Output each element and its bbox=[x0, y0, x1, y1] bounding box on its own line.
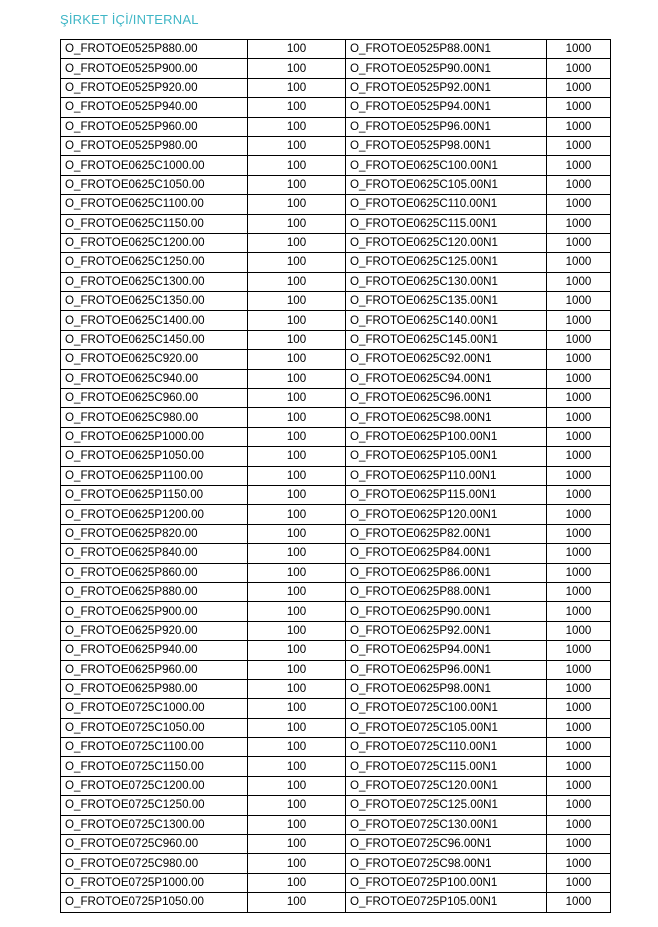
quantity-cell: 100 bbox=[248, 582, 346, 601]
lot-size-cell: 1000 bbox=[547, 427, 611, 446]
lot-size-cell: 1000 bbox=[547, 893, 611, 912]
option-code-n1-cell: O_FROTOE0625P84.00N1 bbox=[346, 544, 547, 563]
lot-size-cell: 1000 bbox=[547, 679, 611, 698]
option-code-cell: O_FROTOE0725C1000.00 bbox=[61, 699, 248, 718]
table-row bbox=[61, 59, 611, 78]
quantity-cell: 100 bbox=[248, 699, 346, 718]
lot-size-cell: 1000 bbox=[547, 699, 611, 718]
lot-size-cell: 1000 bbox=[547, 660, 611, 679]
option-code-n1-cell: O_FROTOE0625P86.00N1 bbox=[346, 563, 547, 582]
lot-size-cell: 1000 bbox=[547, 369, 611, 388]
lot-size-cell: 1000 bbox=[547, 78, 611, 97]
lot-size-cell: 1000 bbox=[547, 466, 611, 485]
quantity-cell: 100 bbox=[248, 117, 346, 136]
quantity-cell: 100 bbox=[248, 738, 346, 757]
quantity-cell: 100 bbox=[248, 776, 346, 795]
option-code-n1-cell: O_FROTOE0625P90.00N1 bbox=[346, 602, 547, 621]
table-row bbox=[61, 757, 611, 776]
lot-size-cell: 1000 bbox=[547, 156, 611, 175]
table-row bbox=[61, 272, 611, 291]
lot-size-cell: 1000 bbox=[547, 563, 611, 582]
option-code-cell: O_FROTOE0625P1150.00 bbox=[61, 485, 248, 504]
table-row bbox=[61, 699, 611, 718]
option-code-cell: O_FROTOE0725C1050.00 bbox=[61, 718, 248, 737]
option-code-cell: O_FROTOE0625C1300.00 bbox=[61, 272, 248, 291]
option-code-n1-cell: O_FROTOE0725C110.00N1 bbox=[346, 738, 547, 757]
option-code-cell: O_FROTOE0525P940.00 bbox=[61, 98, 248, 117]
table-row bbox=[61, 660, 611, 679]
option-code-cell: O_FROTOE0625P1050.00 bbox=[61, 447, 248, 466]
table-row bbox=[61, 253, 611, 272]
option-code-cell: O_FROTOE0625C1200.00 bbox=[61, 233, 248, 252]
table-row bbox=[61, 602, 611, 621]
table-row bbox=[61, 156, 611, 175]
quantity-cell: 100 bbox=[248, 40, 346, 59]
lot-size-cell: 1000 bbox=[547, 59, 611, 78]
quantity-cell: 100 bbox=[248, 175, 346, 194]
quantity-cell: 100 bbox=[248, 621, 346, 640]
option-code-cell: O_FROTOE0525P980.00 bbox=[61, 136, 248, 155]
option-code-n1-cell: O_FROTOE0625P92.00N1 bbox=[346, 621, 547, 640]
option-code-cell: O_FROTOE0725P1000.00 bbox=[61, 873, 248, 892]
option-code-n1-cell: O_FROTOE0725C98.00N1 bbox=[346, 854, 547, 873]
option-code-cell: O_FROTOE0625C1100.00 bbox=[61, 195, 248, 214]
option-code-cell: O_FROTOE0725C1200.00 bbox=[61, 776, 248, 795]
quantity-cell: 100 bbox=[248, 718, 346, 737]
option-code-n1-cell: O_FROTOE0525P96.00N1 bbox=[346, 117, 547, 136]
lot-size-cell: 1000 bbox=[547, 544, 611, 563]
lot-size-cell: 1000 bbox=[547, 292, 611, 311]
table-row bbox=[61, 447, 611, 466]
quantity-cell: 100 bbox=[248, 427, 346, 446]
quantity-cell: 100 bbox=[248, 447, 346, 466]
option-code-cell: O_FROTOE0625C1250.00 bbox=[61, 253, 248, 272]
option-code-cell: O_FROTOE0725C1250.00 bbox=[61, 796, 248, 815]
lot-size-cell: 1000 bbox=[547, 854, 611, 873]
table-row bbox=[61, 873, 611, 892]
option-code-cell: O_FROTOE0625C1450.00 bbox=[61, 330, 248, 349]
lot-size-cell: 1000 bbox=[547, 175, 611, 194]
option-code-cell: O_FROTOE0525P920.00 bbox=[61, 78, 248, 97]
quantity-cell: 100 bbox=[248, 563, 346, 582]
lot-size-cell: 1000 bbox=[547, 641, 611, 660]
option-code-n1-cell: O_FROTOE0725C125.00N1 bbox=[346, 796, 547, 815]
option-code-cell: O_FROTOE0525P960.00 bbox=[61, 117, 248, 136]
lot-size-cell: 1000 bbox=[547, 505, 611, 524]
quantity-cell: 100 bbox=[248, 272, 346, 291]
option-code-n1-cell: O_FROTOE0625C115.00N1 bbox=[346, 214, 547, 233]
lot-size-cell: 1000 bbox=[547, 350, 611, 369]
option-code-cell: O_FROTOE0625C1050.00 bbox=[61, 175, 248, 194]
lot-size-cell: 1000 bbox=[547, 311, 611, 330]
table-row bbox=[61, 738, 611, 757]
option-code-cell: O_FROTOE0525P900.00 bbox=[61, 59, 248, 78]
quantity-cell: 100 bbox=[248, 835, 346, 854]
lot-size-cell: 1000 bbox=[547, 330, 611, 349]
table-row bbox=[61, 485, 611, 504]
data-table bbox=[60, 39, 611, 913]
option-code-n1-cell: O_FROTOE0625C130.00N1 bbox=[346, 272, 547, 291]
quantity-cell: 100 bbox=[248, 544, 346, 563]
option-code-n1-cell: O_FROTOE0625P110.00N1 bbox=[346, 466, 547, 485]
option-code-n1-cell: O_FROTOE0525P94.00N1 bbox=[346, 98, 547, 117]
option-code-n1-cell: O_FROTOE0625P94.00N1 bbox=[346, 641, 547, 660]
quantity-cell: 100 bbox=[248, 214, 346, 233]
lot-size-cell: 1000 bbox=[547, 757, 611, 776]
lot-size-cell: 1000 bbox=[547, 602, 611, 621]
option-code-n1-cell: O_FROTOE0525P88.00N1 bbox=[346, 40, 547, 59]
quantity-cell: 100 bbox=[248, 195, 346, 214]
option-code-n1-cell: O_FROTOE0625P120.00N1 bbox=[346, 505, 547, 524]
option-code-cell: O_FROTOE0625P840.00 bbox=[61, 544, 248, 563]
option-code-cell: O_FROTOE0625C1400.00 bbox=[61, 311, 248, 330]
table-row bbox=[61, 233, 611, 252]
option-code-n1-cell: O_FROTOE0725C120.00N1 bbox=[346, 776, 547, 795]
table-row bbox=[61, 214, 611, 233]
option-code-n1-cell: O_FROTOE0625P98.00N1 bbox=[346, 679, 547, 698]
table-row bbox=[61, 78, 611, 97]
option-code-cell: O_FROTOE0625P820.00 bbox=[61, 524, 248, 543]
lot-size-cell: 1000 bbox=[547, 195, 611, 214]
table-row bbox=[61, 718, 611, 737]
option-code-cell: O_FROTOE0525P880.00 bbox=[61, 40, 248, 59]
table-row bbox=[61, 679, 611, 698]
option-code-n1-cell: O_FROTOE0625C94.00N1 bbox=[346, 369, 547, 388]
quantity-cell: 100 bbox=[248, 233, 346, 252]
option-code-n1-cell: O_FROTOE0625P96.00N1 bbox=[346, 660, 547, 679]
lot-size-cell: 1000 bbox=[547, 718, 611, 737]
lot-size-cell: 1000 bbox=[547, 117, 611, 136]
option-code-cell: O_FROTOE0625C940.00 bbox=[61, 369, 248, 388]
table-row bbox=[61, 389, 611, 408]
option-code-n1-cell: O_FROTOE0625P115.00N1 bbox=[346, 485, 547, 504]
lot-size-cell: 1000 bbox=[547, 214, 611, 233]
lot-size-cell: 1000 bbox=[547, 272, 611, 291]
lot-size-cell: 1000 bbox=[547, 447, 611, 466]
option-code-cell: O_FROTOE0725P1050.00 bbox=[61, 893, 248, 912]
table-row bbox=[61, 330, 611, 349]
table-row bbox=[61, 505, 611, 524]
quantity-cell: 100 bbox=[248, 389, 346, 408]
option-code-cell: O_FROTOE0625P960.00 bbox=[61, 660, 248, 679]
lot-size-cell: 1000 bbox=[547, 738, 611, 757]
table-row bbox=[61, 815, 611, 834]
option-code-n1-cell: O_FROTOE0725C130.00N1 bbox=[346, 815, 547, 834]
option-code-cell: O_FROTOE0625P1200.00 bbox=[61, 505, 248, 524]
option-code-n1-cell: O_FROTOE0625C100.00N1 bbox=[346, 156, 547, 175]
option-code-cell: O_FROTOE0725C1150.00 bbox=[61, 757, 248, 776]
table-row bbox=[61, 524, 611, 543]
table-row bbox=[61, 893, 611, 912]
lot-size-cell: 1000 bbox=[547, 389, 611, 408]
option-code-n1-cell: O_FROTOE0725C96.00N1 bbox=[346, 835, 547, 854]
quantity-cell: 100 bbox=[248, 485, 346, 504]
option-code-cell: O_FROTOE0625C920.00 bbox=[61, 350, 248, 369]
option-code-n1-cell: O_FROTOE0625C98.00N1 bbox=[346, 408, 547, 427]
option-code-n1-cell: O_FROTOE0625C140.00N1 bbox=[346, 311, 547, 330]
option-code-cell: O_FROTOE0625P860.00 bbox=[61, 563, 248, 582]
option-code-n1-cell: O_FROTOE0725C115.00N1 bbox=[346, 757, 547, 776]
option-code-n1-cell: O_FROTOE0525P98.00N1 bbox=[346, 136, 547, 155]
quantity-cell: 100 bbox=[248, 136, 346, 155]
option-code-n1-cell: O_FROTOE0725P105.00N1 bbox=[346, 893, 547, 912]
option-code-n1-cell: O_FROTOE0625C135.00N1 bbox=[346, 292, 547, 311]
option-code-cell: O_FROTOE0625C1150.00 bbox=[61, 214, 248, 233]
quantity-cell: 100 bbox=[248, 330, 346, 349]
option-code-cell: O_FROTOE0625P940.00 bbox=[61, 641, 248, 660]
quantity-cell: 100 bbox=[248, 466, 346, 485]
option-code-n1-cell: O_FROTOE0625P105.00N1 bbox=[346, 447, 547, 466]
quantity-cell: 100 bbox=[248, 524, 346, 543]
quantity-cell: 100 bbox=[248, 78, 346, 97]
option-code-n1-cell: O_FROTOE0525P90.00N1 bbox=[346, 59, 547, 78]
option-code-cell: O_FROTOE0725C980.00 bbox=[61, 854, 248, 873]
option-code-n1-cell: O_FROTOE0625P82.00N1 bbox=[346, 524, 547, 543]
table-row bbox=[61, 292, 611, 311]
quantity-cell: 100 bbox=[248, 253, 346, 272]
quantity-cell: 100 bbox=[248, 408, 346, 427]
table-row bbox=[61, 98, 611, 117]
table-row bbox=[61, 175, 611, 194]
quantity-cell: 100 bbox=[248, 796, 346, 815]
lot-size-cell: 1000 bbox=[547, 253, 611, 272]
option-code-cell: O_FROTOE0625C1350.00 bbox=[61, 292, 248, 311]
table-row bbox=[61, 544, 611, 563]
lot-size-cell: 1000 bbox=[547, 835, 611, 854]
table-row bbox=[61, 408, 611, 427]
quantity-cell: 100 bbox=[248, 893, 346, 912]
option-code-n1-cell: O_FROTOE0625C96.00N1 bbox=[346, 389, 547, 408]
option-code-cell: O_FROTOE0625P1000.00 bbox=[61, 427, 248, 446]
quantity-cell: 100 bbox=[248, 757, 346, 776]
quantity-cell: 100 bbox=[248, 350, 346, 369]
internal-classification-label: ŞİRKET İÇİ/INTERNAL bbox=[60, 12, 199, 27]
lot-size-cell: 1000 bbox=[547, 136, 611, 155]
quantity-cell: 100 bbox=[248, 311, 346, 330]
option-code-cell: O_FROTOE0725C960.00 bbox=[61, 835, 248, 854]
lot-size-cell: 1000 bbox=[547, 621, 611, 640]
quantity-cell: 100 bbox=[248, 369, 346, 388]
option-code-n1-cell: O_FROTOE0625C145.00N1 bbox=[346, 330, 547, 349]
table-row bbox=[61, 311, 611, 330]
option-code-cell: O_FROTOE0625C960.00 bbox=[61, 389, 248, 408]
option-code-cell: O_FROTOE0625P880.00 bbox=[61, 582, 248, 601]
lot-size-cell: 1000 bbox=[547, 815, 611, 834]
option-code-cell: O_FROTOE0625P1100.00 bbox=[61, 466, 248, 485]
option-code-cell: O_FROTOE0725C1300.00 bbox=[61, 815, 248, 834]
table-row bbox=[61, 582, 611, 601]
option-code-cell: O_FROTOE0625C1000.00 bbox=[61, 156, 248, 175]
lot-size-cell: 1000 bbox=[547, 582, 611, 601]
lot-size-cell: 1000 bbox=[547, 233, 611, 252]
table-row bbox=[61, 427, 611, 446]
table-row bbox=[61, 195, 611, 214]
option-code-n1-cell: O_FROTOE0625C110.00N1 bbox=[346, 195, 547, 214]
table-row bbox=[61, 621, 611, 640]
table-row bbox=[61, 350, 611, 369]
option-code-n1-cell: O_FROTOE0625C92.00N1 bbox=[346, 350, 547, 369]
quantity-cell: 100 bbox=[248, 873, 346, 892]
quantity-cell: 100 bbox=[248, 641, 346, 660]
quantity-cell: 100 bbox=[248, 292, 346, 311]
lot-size-cell: 1000 bbox=[547, 408, 611, 427]
lot-size-cell: 1000 bbox=[547, 796, 611, 815]
table-row bbox=[61, 136, 611, 155]
table-row bbox=[61, 854, 611, 873]
table-row bbox=[61, 40, 611, 59]
option-code-n1-cell: O_FROTOE0625C125.00N1 bbox=[346, 253, 547, 272]
lot-size-cell: 1000 bbox=[547, 873, 611, 892]
option-code-n1-cell: O_FROTOE0725P100.00N1 bbox=[346, 873, 547, 892]
lot-size-cell: 1000 bbox=[547, 776, 611, 795]
option-code-n1-cell: O_FROTOE0625P100.00N1 bbox=[346, 427, 547, 446]
table-row bbox=[61, 835, 611, 854]
option-code-cell: O_FROTOE0625C980.00 bbox=[61, 408, 248, 427]
option-code-cell: O_FROTOE0625P980.00 bbox=[61, 679, 248, 698]
option-code-n1-cell: O_FROTOE0525P92.00N1 bbox=[346, 78, 547, 97]
table-row bbox=[61, 369, 611, 388]
option-code-cell: O_FROTOE0625P920.00 bbox=[61, 621, 248, 640]
option-code-n1-cell: O_FROTOE0725C105.00N1 bbox=[346, 718, 547, 737]
lot-size-cell: 1000 bbox=[547, 40, 611, 59]
option-code-n1-cell: O_FROTOE0625P88.00N1 bbox=[346, 582, 547, 601]
option-code-n1-cell: O_FROTOE0625C105.00N1 bbox=[346, 175, 547, 194]
quantity-cell: 100 bbox=[248, 59, 346, 78]
lot-size-cell: 1000 bbox=[547, 98, 611, 117]
table-row bbox=[61, 117, 611, 136]
quantity-cell: 100 bbox=[248, 505, 346, 524]
table-body bbox=[61, 40, 611, 913]
option-code-n1-cell: O_FROTOE0625C120.00N1 bbox=[346, 233, 547, 252]
quantity-cell: 100 bbox=[248, 815, 346, 834]
quantity-cell: 100 bbox=[248, 854, 346, 873]
option-code-cell: O_FROTOE0625P900.00 bbox=[61, 602, 248, 621]
table-row bbox=[61, 466, 611, 485]
quantity-cell: 100 bbox=[248, 660, 346, 679]
table-row bbox=[61, 776, 611, 795]
option-code-cell: O_FROTOE0725C1100.00 bbox=[61, 738, 248, 757]
lot-size-cell: 1000 bbox=[547, 524, 611, 543]
table-row bbox=[61, 641, 611, 660]
table-row bbox=[61, 563, 611, 582]
quantity-cell: 100 bbox=[248, 679, 346, 698]
option-code-n1-cell: O_FROTOE0725C100.00N1 bbox=[346, 699, 547, 718]
quantity-cell: 100 bbox=[248, 156, 346, 175]
table-row bbox=[61, 796, 611, 815]
quantity-cell: 100 bbox=[248, 98, 346, 117]
quantity-cell: 100 bbox=[248, 602, 346, 621]
lot-size-cell: 1000 bbox=[547, 485, 611, 504]
